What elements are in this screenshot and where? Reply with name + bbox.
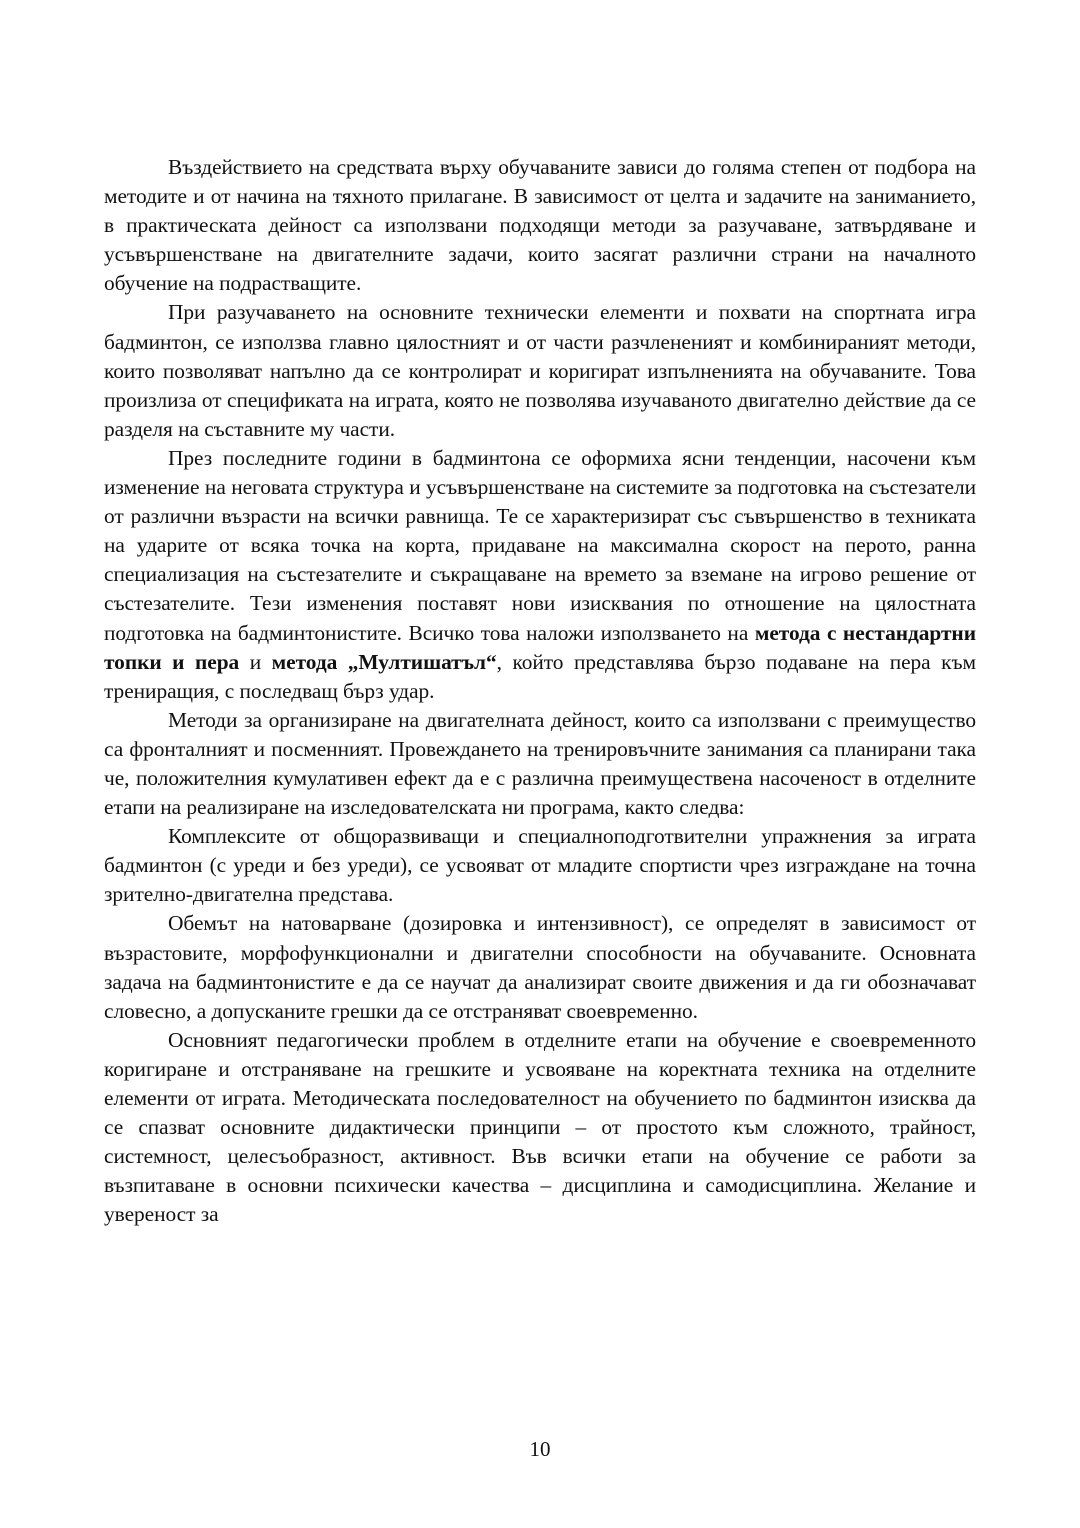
paragraph-3-text-b: и: [239, 649, 272, 674]
paragraph-4: Методи за организиране на двигателната дейност, които са използвани с преимущество са фронталният и посменният. Провеждането на тренировъчните занимания са планирани така че, положителния кумулативен ефект да е с различна преимуществена насоченост в отделните етапи на реализиране на изследователската ни програма, както следва:: [104, 707, 976, 820]
paragraph-7: Основният педагогически проблем в отделните етапи на обучение е своевременното коригиране и отстраняване на грешките и усвояване на коректната техника на отделните елементи от играта. Методическата последователност на обучението по бадминтон изисква да се спазват основните дидактически принципи – от простото към сложното, трайност, системност, целесъобразност, активност. Във всички етапи на обучение се работи за възпитаване в основни психически качества – дисциплина и самодисциплина. Желание и увереност за: [104, 1027, 976, 1227]
page-body: [104, 153, 976, 1229]
paragraph-3-text-c: , който представлява бързо подаване на пера към трениращия, с последващ бърз удар.: [104, 649, 976, 703]
paragraph-2: При разучаването на основните технически елементи и похвати на спортната игра бадминтон, се използва главно цялостният и от части разчлененият и комбинираният методи, които позволяват напълно да се контролират и коригират изпълненията на обучаваните. Това произлиза от спецификата на играта, която не позволява изучаваното двигателно действие да се разделя на съставните му части.: [104, 300, 976, 441]
bold-term-multishuttle: метода „Мултишатъл“: [271, 649, 497, 674]
paragraph-3: [104, 444, 976, 706]
page-number: 10: [529, 1437, 551, 1461]
bold-term-nonstandard-balls: метода с нестандартни топки и пера: [104, 620, 976, 674]
paragraph-5: Комплексите от общоразвиващи и специалноподготвителни упражнения за играта бадминтон (с уреди и без уреди), се усвояват от младите спортисти чрез изграждане на точна зрително-двигателна представа.: [104, 824, 976, 907]
paragraph-6: Обемът на натоварване (дозировка и интензивност), се определят в зависимост от възрастовите, морфофункционални и двигателни способности на обучаваните. Основната задача на бадминтонистите е да се научат да анализират своите движения и да ги обозначават словесно, а допусканите грешки да се отстраняват своевременно.: [104, 911, 976, 1023]
paragraph-3-text-a: През последните години в бадминтона се оформиха ясни тенденции, насочени към изменение на неговата структура и усъвършенстване на системите за подготовка на състезатели от различни възрасти на всички равнища. Те се характеризират със съвършенство в техниката на ударите от всяка точка на корта, придаване на максимална скорост на перото, ранна специализация на състезателите и съкращаване на времето за вземане на игрово решение от състезателите. Тези изменения поставят нови изисквания по отношение на цялостната подготовка на бадминтонистите. Всичко това наложи използването на: [104, 445, 976, 645]
paragraph-1: Въздействието на средствата върху обучаваните зависи до голяма степен от подбора на методите и от начина на тяхното прилагане. В зависимост от целта и задачите на заниманието, в практическата дейност са използвани подходящи методи за разучаване, затвърдяване и усъвършенстване на двигателните задачи, които засягат различни страни на началното обучение на подрастващите.: [104, 155, 976, 296]
